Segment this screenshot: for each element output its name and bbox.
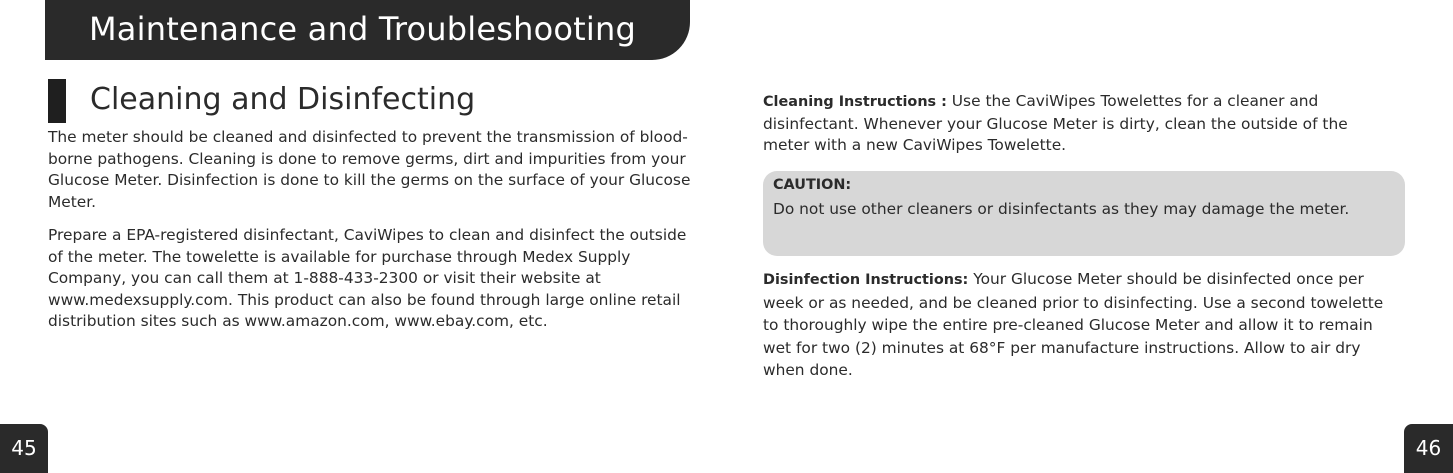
cleaning-instructions-label: Cleaning Instructions : <box>763 94 947 110</box>
section-marker <box>48 79 66 123</box>
disinfection-instructions-label: Disinfection Instructions: <box>763 272 969 288</box>
disinfection-instructions-text: Your Glucose Meter should be disinfected once per week or as needed, and be cleaned prior to disinfecting. Use a second towelette to thoroughly wipe the entire pre-cleaned Glucose Meter and allow it to remain wet for two (2) minutes at 68°F per manufacture instructions. Allow to air dry when done. <box>763 270 1384 379</box>
caution-label: CAUTION: <box>773 177 852 193</box>
page-number-left: 45 <box>0 424 48 473</box>
caution-text: Do not use other cleaners or disinfectants as they may damage the meter. <box>773 200 1350 218</box>
disinfectant-paragraph: Prepare a EPA-registered disinfectant, CaviWipes to clean and disinfect the outside of the meter. The towelette is available for purchase through Medex Supply Company, you can call them at 1-888-433-2300 or visit their website at www.medexsupply.com. This product can also be found through large online retail distribution sites such as www.amazon.com, www.ebay.com, etc. <box>48 226 687 330</box>
intro-paragraph: The meter should be cleaned and disinfected to prevent the transmission of blood-borne pathogens. Cleaning is done to remove germs, dirt and impurities from your Glucose Meter. Disinfection is done to kill the germs on the surface of your Glucose Meter. <box>48 128 691 211</box>
disinfection-instructions <box>763 268 1391 382</box>
caution-box <box>763 171 1405 256</box>
cleaning-instructions-text: Use the CaviWipes Towelettes for a cleaner and disinfectant. Whenever your Glucose Meter is dirty, clean the outside of the meter with a new CaviWipes Towelette. <box>763 92 1348 154</box>
chapter-header <box>45 0 690 60</box>
cleaning-instructions <box>763 91 1373 157</box>
page-number-right: 46 <box>1404 424 1453 473</box>
chapter-title: Maintenance and Troubleshooting <box>89 10 637 48</box>
section-title: Cleaning and Disinfecting <box>90 82 476 117</box>
